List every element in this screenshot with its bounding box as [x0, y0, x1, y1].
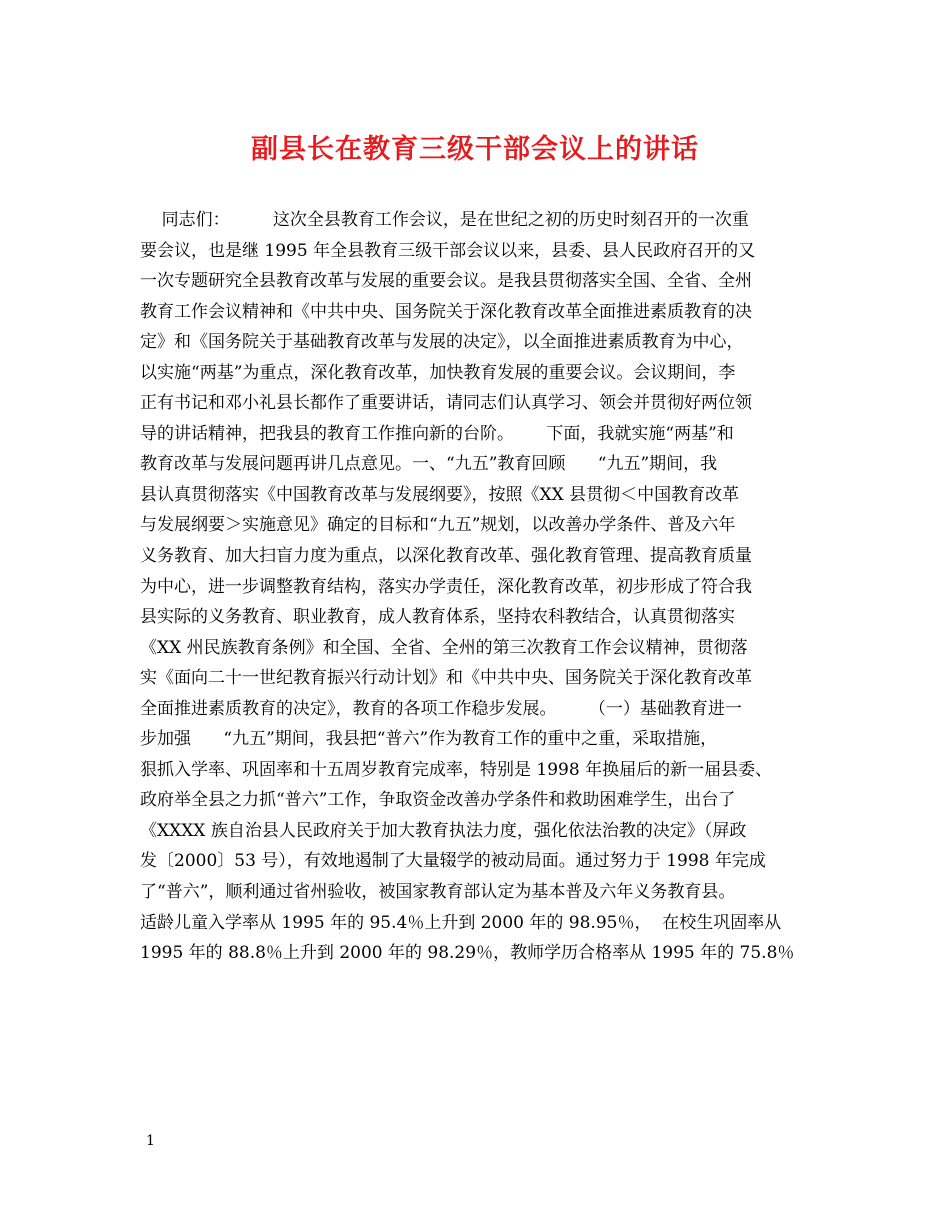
body-text-line: 1995 年的 88.8％上升到 2000 年的 98.29％，教师学历合格率从 1995 年的 75.8％	[140, 943, 795, 964]
body-text-line: 实《面向二十一世纪教育振兴行动计划》和《中共中央、国务院关于深化教育改革	[140, 668, 752, 689]
body-text-line: 定》和《国务院关于基础教育改革与发展的决定》，以全面推进素质教育为中心，	[140, 332, 744, 353]
body-text-line: 适龄儿童入学率从 1995 年的 95.4％上升到 2000 年的 98.95％， 在校生巩固率从	[140, 912, 782, 933]
document-title: 副县长在教育三级干部会议上的讲话	[251, 134, 699, 165]
body-text-line: 县实际的义务教育、职业教育，成人教育体系，坚持农科教结合，认真贯彻落实	[140, 607, 735, 628]
body-text-line: 导的讲话精神，把我县的教育工作推向新的台阶。 下面，我就实施“两基”和	[140, 423, 734, 444]
body-text-line: 狠抓入学率、巩固率和十五周岁教育完成率，特别是 1998 年换届后的新一届县委、	[140, 759, 773, 780]
body-text-line: 同志们： 这次全县教育工作会议，是在世纪之初的历史时刻召开的一次重	[140, 210, 749, 230]
body-text-line: 了“普六”，顺利通过省州验收，被国家教育部认定为基本普及六年义务教育县。	[140, 882, 736, 903]
body-text-line: 与发展纲要＞实施意见》确定的目标和“九五”规划，以改善办学条件、普及六年	[140, 515, 736, 536]
body-text-line: 发〔2000〕53 号），有效地遏制了大量辍学的被动局面。通过努力于 1998 年完成	[140, 851, 766, 872]
body-text-line: 政府举全县之力抓“普六”工作，争取资金改善办学条件和救助困难学生，出台了	[140, 790, 736, 811]
body-text-line: 一次专题研究全县教育改革与发展的重要会议。是我县贯彻落实全国、全省、全州	[140, 271, 752, 292]
body-text-line: 县认真贯彻落实《中国教育改革与发展纲要》，按照《XX 县贯彻＜中国教育改革	[140, 484, 740, 505]
body-text-line: 教育工作会议精神和《中共中央、国务院关于深化教育改革全面推进素质教育的决	[140, 301, 752, 322]
body-text-line: 要会议，也是继 1995 年全县教育三级干部会议以来，县委、县人民政府召开的又	[140, 240, 756, 261]
body-text-line: 《XXXX 族自治县人民政府关于加大教育执法力度，强化依法治教的决定》（屏政	[140, 820, 747, 841]
body-text-line: 《XX 州民族教育条例》和全国、全省、全州的第三次教育工作会议精神，贯彻落	[140, 637, 748, 658]
body-text-line: 为中心，进一步调整教育结构，落实办学责任，深化教育改革，初步形成了符合我	[140, 576, 752, 597]
body-text-line: 教育改革与发展问题再讲几点意见。一、“九五”教育回顾 “九五”期间，我	[140, 454, 718, 475]
document-body	[140, 205, 830, 969]
body-text-line: 步加强 “九五”期间，我县把“普六”作为教育工作的重中之重，采取措施，	[140, 729, 718, 750]
page-number: 1	[146, 1133, 155, 1149]
body-text-line: 以实施“两基”为重点，深化教育改革，加快教育发展的重要会议。会议期间，李	[140, 362, 736, 383]
body-text-line: 全面推进素质教育的决定》，教育的各项工作稳步发展。 （一）基础教育进一	[140, 698, 742, 719]
body-text-line: 正有书记和邓小礼县长都作了重要讲话，请同志们认真学习、领会并贯彻好两位领	[140, 393, 752, 414]
body-text-line: 义务教育、加大扫盲力度为重点，以深化教育改革、强化教育管理、提高教育质量	[140, 546, 752, 567]
